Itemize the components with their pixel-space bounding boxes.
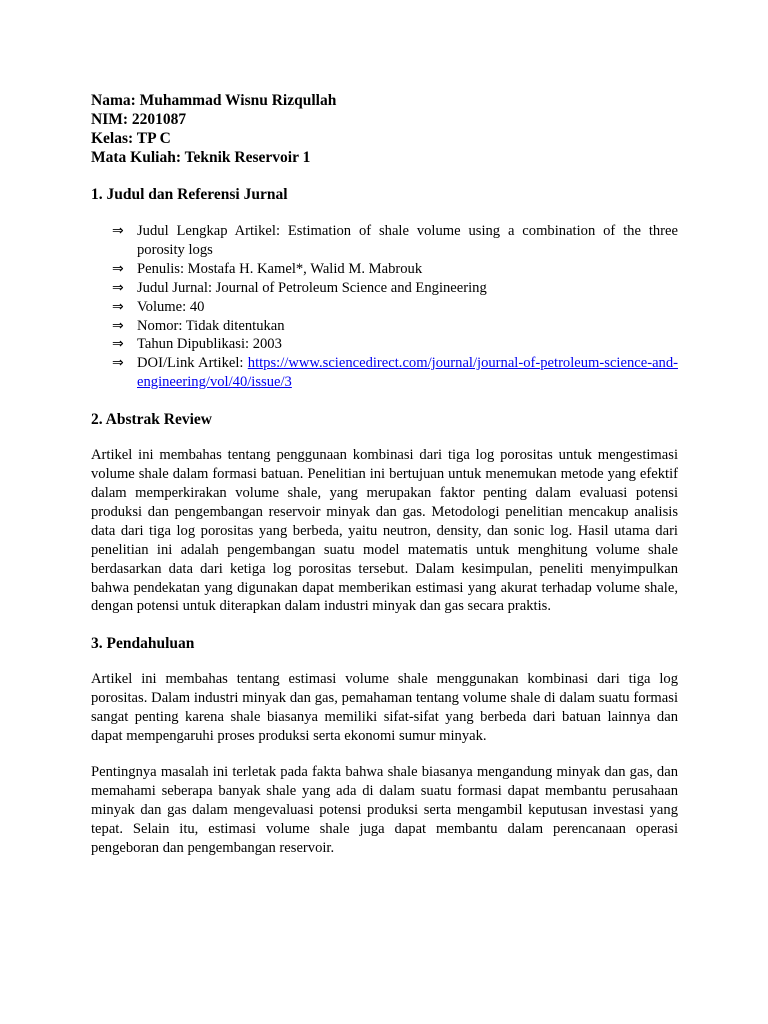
student-class: Kelas: TP C (91, 130, 171, 147)
right-double-arrow-icon: ⇒ (112, 317, 124, 334)
student-name: Nama: Muhammad Wisnu Rizqullah (91, 92, 337, 109)
list-item (112, 222, 678, 260)
article-authors: Penulis: Mostafa H. Kamel*, Walid M. Mabrouk (137, 260, 423, 277)
introduction-paragraph-2: Pentingnya masalah ini terletak pada fakta bahwa shale biasanya mengandung minyak dan gas, dan memahami seberapa banyak shale yang ada di dalam suatu formasi dapat membantu perusahaan minyak dan gas dalam mengevaluasi potensi produksi serta mengambil keputusan investasi yang tepat. Selain itu, estimasi volume shale juga dapat membantu dalam perencanaan operasi pengeboran dan pengembangan reservoir. (91, 763, 678, 856)
list-item (112, 298, 678, 317)
right-double-arrow-icon: ⇒ (112, 223, 124, 239)
student-nim: NIM: 2201087 (91, 111, 187, 128)
section-title-introduction: 3. Pendahuluan (91, 635, 195, 653)
right-double-arrow-icon: ⇒ (112, 298, 124, 315)
publication-year: Tahun Dipublikasi: 2003 (137, 336, 282, 353)
journal-number: Nomor: Tidak ditentukan (137, 317, 285, 334)
abstract-paragraph: Artikel ini membahas tentang penggunaan kombinasi dari tiga log porositas untuk mengestimasi volume shale dalam formasi batuan. Penelitian ini bertujuan untuk menemukan metode yang efektif dalam memperkirakan volume shale, yang merupakan faktor penting dalam evaluasi potensi produksi dan pengembangan reservoir minyak dan gas. Metodologi penelitian mencakup analisis data dari tiga log porositas yang berbeda, yaitu neutron, density, dan sonic log. Hasil utama dari penelitian ini adalah pengembangan suatu model matematis untuk menghitung volume shale berdasarkan data dari ketiga log porositas tersebut. Dalam kesimpulan, peneliti menyimpulkan bahwa pendekatan yang digunakan dapat memberikan estimasi yang akurat terhadap volume shale, dengan potensi untuk diterapkan dalam industri minyak dan gas secara praktis. (91, 447, 678, 615)
right-double-arrow-icon: ⇒ (112, 260, 124, 277)
right-double-arrow-icon: ⇒ (112, 279, 124, 296)
right-double-arrow-icon: ⇒ (112, 336, 124, 353)
list-item (112, 260, 678, 279)
list-item (112, 354, 678, 392)
list-item (112, 335, 678, 354)
journal-reference-list (91, 222, 678, 392)
introduction-paragraph-1: Artikel ini membahas tentang estimasi volume shale menggunakan kombinasi dari tiga log porositas. Dalam industri minyak dan gas, pemahaman tentang volume shale di dalam suatu formasi sangat penting karena shale biasanya memiliki sifat-sifat yang berbeda dari batuan lainnya dan dapat mempengaruhi proses produksi serta ekonomi sumur minyak. (91, 671, 678, 745)
doi-label: DOI/Link Artikel: (137, 355, 248, 372)
doi-link[interactable]: https://www.sciencedirect.com/journal/journal-of-petroleum-science-and-engineering/vol/40/issue/3 (137, 355, 678, 391)
article-title: Judul Lengkap Artikel: Estimation of shale volume using a combination of the three porosity logs (137, 223, 678, 258)
journal-volume: Volume: 40 (137, 298, 205, 315)
right-double-arrow-icon: ⇒ (112, 355, 124, 372)
journal-title: Judul Jurnal: Journal of Petroleum Science and Engineering (137, 279, 487, 296)
doi-item (137, 354, 678, 392)
list-item (112, 317, 678, 336)
section-title-journal-reference: 1. Judul dan Referensi Jurnal (91, 186, 288, 203)
course-name: Mata Kuliah: Teknik Reservoir 1 (91, 149, 311, 166)
section-title-abstract-review: 2. Abstrak Review (91, 411, 212, 429)
student-info (91, 91, 678, 167)
list-item (112, 279, 678, 298)
